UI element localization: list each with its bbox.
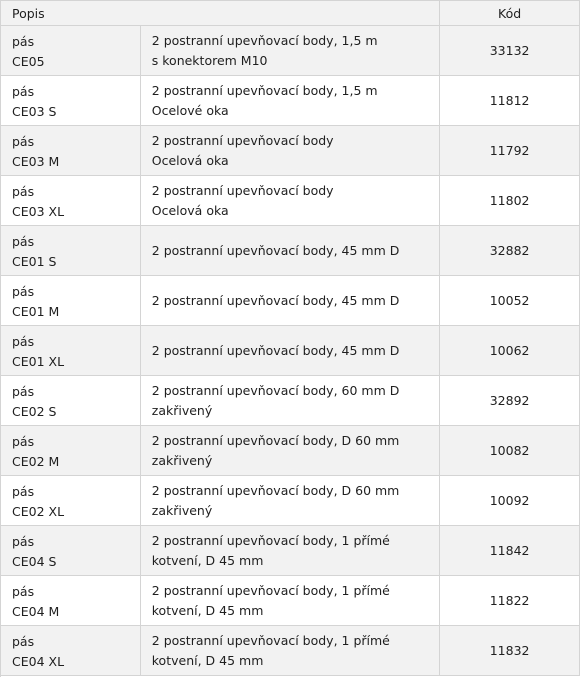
product-model: CE01 XL — [12, 354, 65, 369]
table-row — [1, 426, 580, 476]
table-row — [1, 476, 580, 526]
description-line-1: 2 postranní upevňovací body, 45 mm D — [151, 292, 400, 308]
description-cell — [141, 426, 440, 476]
description-cell — [141, 226, 440, 276]
code-cell: 32892 — [440, 376, 580, 426]
product-model: CE04 S — [12, 554, 57, 569]
description-line-1: 2 postranní upevňovací body, D 60 mm — [151, 482, 400, 498]
description-line-2: zakřivený — [151, 502, 213, 518]
description-line-2: zakřivený — [151, 402, 213, 418]
description-cell — [141, 526, 440, 576]
product-type: pás — [12, 184, 35, 199]
header-kod: Kód — [440, 1, 580, 26]
product-name-cell — [1, 476, 141, 526]
description-cell — [141, 576, 440, 626]
product-name-cell — [1, 526, 141, 576]
description-line-2: kotvení, D 45 mm — [151, 652, 264, 668]
description-line-2: zakřivený — [151, 452, 213, 468]
description-line-1: 2 postranní upevňovací body, 1,5 m — [151, 32, 378, 48]
product-name-cell — [1, 126, 141, 176]
product-model: CE01 M — [12, 304, 60, 319]
product-type: pás — [12, 634, 35, 649]
description-line-2: Ocelové oka — [151, 102, 229, 118]
product-name-cell — [1, 626, 141, 676]
description-cell — [141, 176, 440, 226]
table-row — [1, 576, 580, 626]
code-cell: 10052 — [440, 276, 580, 326]
table-row — [1, 276, 580, 326]
description-cell — [141, 26, 440, 76]
product-type: pás — [12, 234, 35, 249]
product-model: CE02 M — [12, 454, 60, 469]
product-model: CE04 M — [12, 604, 60, 619]
table-row — [1, 176, 580, 226]
description-line-2: s konektorem M10 — [151, 52, 268, 68]
table-header — [1, 1, 580, 26]
product-model: CE05 — [12, 54, 45, 69]
table-row — [1, 326, 580, 376]
code-cell: 11842 — [440, 526, 580, 576]
product-name-cell — [1, 376, 141, 426]
code-cell: 11802 — [440, 176, 580, 226]
product-name-cell — [1, 176, 141, 226]
product-type: pás — [12, 34, 35, 49]
code-cell: 33132 — [440, 26, 580, 76]
product-type: pás — [12, 534, 35, 549]
table-row — [1, 26, 580, 76]
product-name-cell — [1, 576, 141, 626]
header-popis: Popis — [1, 1, 440, 26]
table-row — [1, 226, 580, 276]
product-type: pás — [12, 284, 35, 299]
description-line-1: 2 postranní upevňovací body, 1,5 m — [151, 82, 378, 98]
description-line-1: 2 postranní upevňovací body, 1 přímé — [151, 582, 390, 598]
product-type: pás — [12, 334, 35, 349]
table-row — [1, 376, 580, 426]
code-cell: 32882 — [440, 226, 580, 276]
description-line-1: 2 postranní upevňovací body — [151, 132, 334, 148]
description-cell — [141, 126, 440, 176]
description-line-1: 2 postranní upevňovací body — [151, 182, 334, 198]
product-type: pás — [12, 134, 35, 149]
product-model: CE03 M — [12, 154, 60, 169]
description-line-1: 2 postranní upevňovací body, 1 přímé — [151, 532, 390, 548]
product-type: pás — [12, 84, 35, 99]
code-cell: 11822 — [440, 576, 580, 626]
description-cell — [141, 376, 440, 426]
description-cell — [141, 326, 440, 376]
description-line-1: 2 postranní upevňovací body, D 60 mm — [151, 432, 400, 448]
code-cell: 10062 — [440, 326, 580, 376]
product-name-cell — [1, 226, 141, 276]
product-name-cell — [1, 426, 141, 476]
product-model: CE03 S — [12, 104, 57, 119]
product-type: pás — [12, 434, 35, 449]
product-model: CE03 XL — [12, 204, 65, 219]
description-line-2: Ocelová oka — [151, 202, 229, 218]
product-name-cell — [1, 76, 141, 126]
product-model: CE04 XL — [12, 654, 65, 669]
product-type: pás — [12, 584, 35, 599]
description-line-1: 2 postranní upevňovací body, 60 mm D — [151, 382, 400, 398]
product-name-cell — [1, 26, 141, 76]
description-cell — [141, 276, 440, 326]
product-type: pás — [12, 484, 35, 499]
code-cell: 11812 — [440, 76, 580, 126]
product-model: CE02 XL — [12, 504, 65, 519]
table-row — [1, 76, 580, 126]
product-name-cell — [1, 326, 141, 376]
product-name-cell — [1, 276, 141, 326]
description-line-1: 2 postranní upevňovací body, 45 mm D — [151, 242, 400, 258]
table-row — [1, 526, 580, 576]
product-model: CE02 S — [12, 404, 57, 419]
table-row — [1, 126, 580, 176]
description-line-1: 2 postranní upevňovací body, 1 přímé — [151, 632, 390, 648]
code-cell: 10092 — [440, 476, 580, 526]
table-row — [1, 626, 580, 676]
product-model: CE01 S — [12, 254, 57, 269]
description-line-2: kotvení, D 45 mm — [151, 552, 264, 568]
table-body — [1, 26, 580, 676]
code-cell: 11832 — [440, 626, 580, 676]
code-cell: 11792 — [440, 126, 580, 176]
description-cell — [141, 76, 440, 126]
description-line-1: 2 postranní upevňovací body, 45 mm D — [151, 342, 400, 358]
description-line-2: kotvení, D 45 mm — [151, 602, 264, 618]
description-cell — [141, 626, 440, 676]
code-cell: 10082 — [440, 426, 580, 476]
description-cell — [141, 476, 440, 526]
description-line-2: Ocelová oka — [151, 152, 229, 168]
product-type: pás — [12, 384, 35, 399]
